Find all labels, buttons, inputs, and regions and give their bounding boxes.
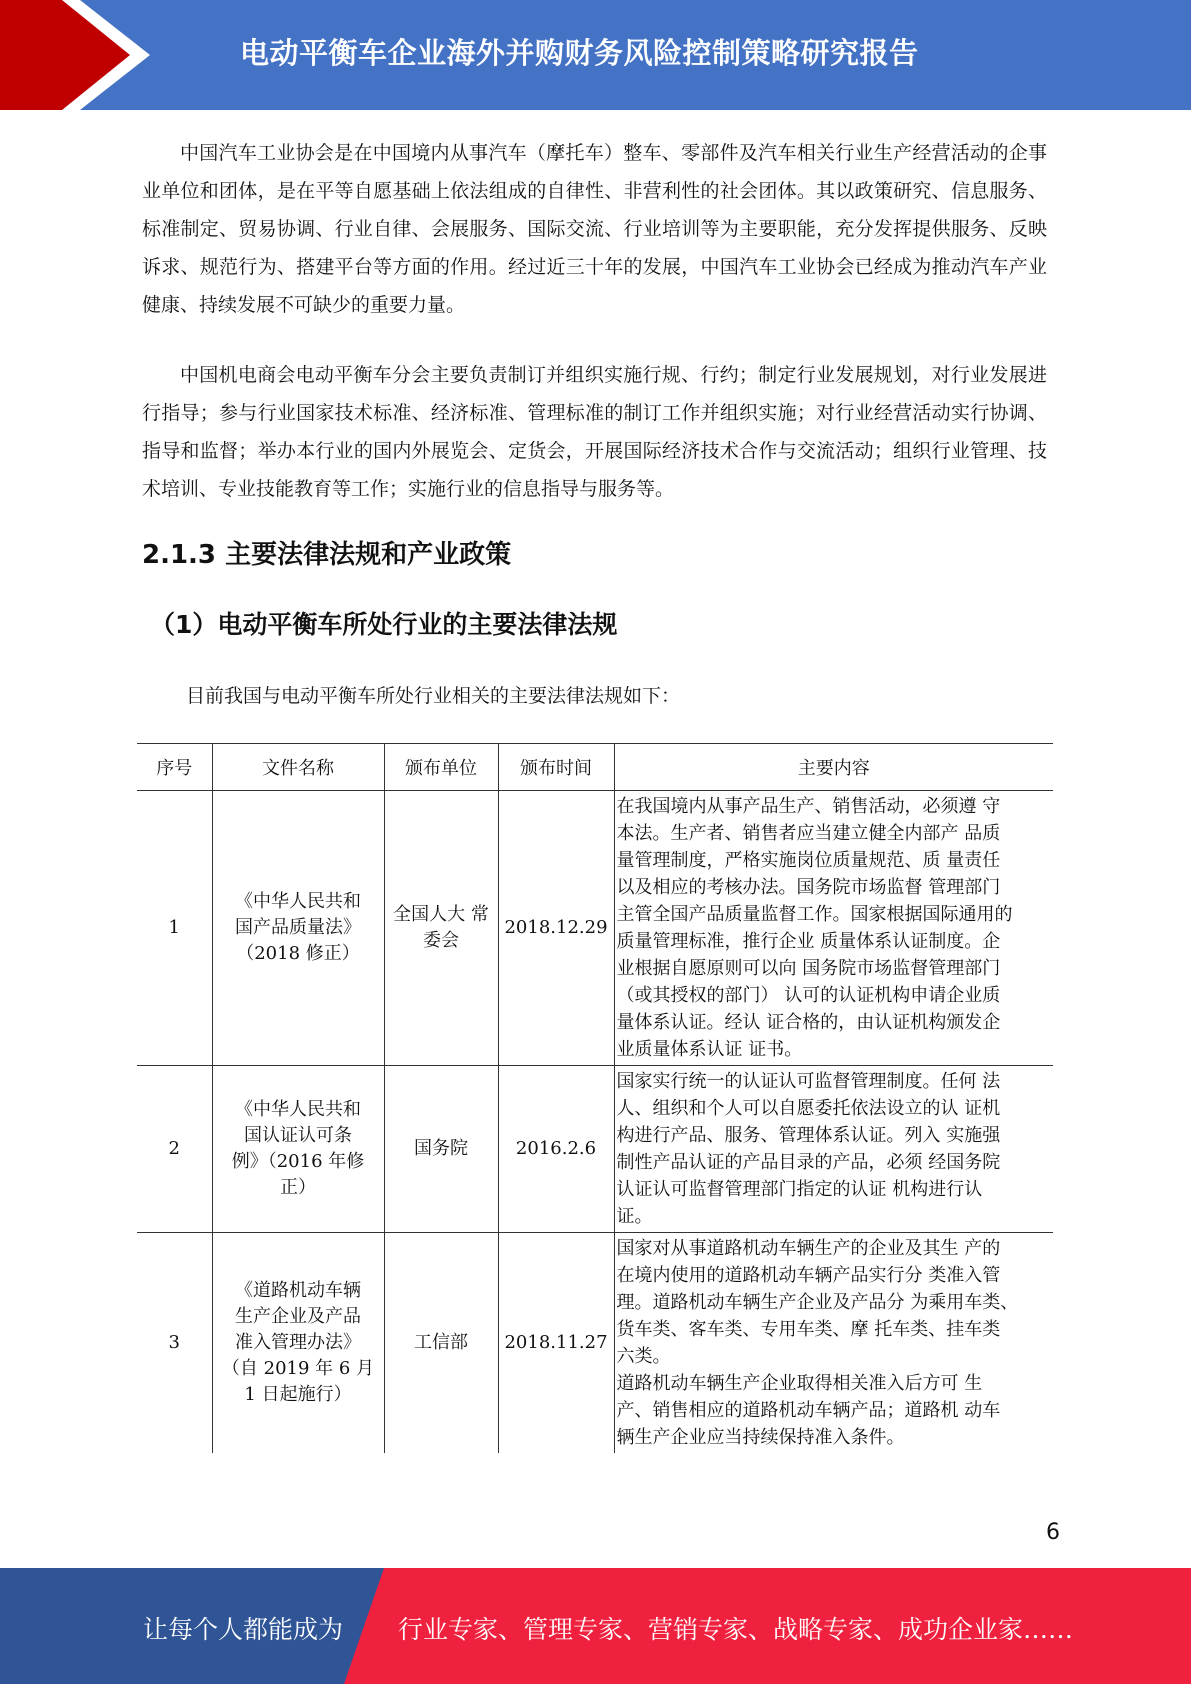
name-line: 1 日起施行） [244,1384,352,1405]
name-line: （2018 修正） [236,943,360,964]
issuer [384,791,498,1066]
content-line: 在我国境内从事产品生产、销售活动，必须遵 守 [616,796,1001,817]
content-line: （或其授权的部门） 认可的认证机构申请企业质 [616,985,1001,1006]
content-line: 本法。生产者、销售者应当建立健全内部产 品质 [616,823,1001,844]
document-name [212,1066,384,1233]
name-line: （自 2019 年 6 月 [221,1358,375,1379]
section-heading: 2.1.3 主要法律法规和产业政策 [142,540,512,570]
document-name [212,791,384,1066]
content-line: 理。道路机动车辆生产企业及产品分 为乘用车类、 [616,1292,1019,1313]
content-line: 量体系认证。经认 证合格的，由认证机构颁发企 [616,1012,1001,1033]
issuer-line: 国务院 [414,1138,468,1159]
page-number: 6 [1046,1520,1060,1545]
table-intro: 目前我国与电动平衡车所处行业相关的主要法律法规如下： [186,685,681,707]
content-line: 量管理制度，严格实施岗位质量规范、质 量责任 [616,850,1001,871]
table-header-row [137,744,1053,791]
content-line: 认证认可监督管理部门指定的认证 机构进行认 [616,1179,983,1200]
table-row [137,791,1053,1066]
header-issuer: 颁布单位 [384,744,498,791]
content-line: 制性产品认证的产品目录的产品，必须 经国务院 [616,1152,1001,1173]
issuer-line: 工信部 [414,1332,468,1353]
content-line: 质量管理标准，推行企业 质量体系认证制度。企 [616,931,1001,952]
content-line: 货车类、客车类、专用车类、摩 托车类、挂车类 [616,1319,1001,1340]
paragraph-caam: 中国汽车工业协会是在中国境内从事汽车（摩托车）整车、零部件及汽车相关行业生产经营活动的企事业单位和团体，是在平等自愿基础上依法组成的自律性、非营利性的社会团体。其以政策研究、信息服务、标准制定、贸易协调、行业自律、会展服务、国际交流、行业培训等为主要职能，充分发挥提供服务、反映诉求、规范行为、搭建平台等方面的作用。经过近三十年的发展，中国汽车工业协会已经成为推动汽车产业健康、持续发展不可缺少的重要力量。 [142,142,1047,316]
name-line: 《道路机动车辆 [235,1280,361,1301]
content-line: 辆生产企业应当持续保持准入条件。 [616,1427,905,1448]
header-name: 文件名称 [212,744,384,791]
content-line: 构进行产品、服务、管理体系认证。列入 实施强 [616,1125,1001,1146]
subsection-heading: （1）电动平衡车所处行业的主要法律法规 [150,610,618,639]
content-line: 道路机动车辆生产企业取得相关准入后方可 生 [616,1373,983,1394]
name-line: 例》（2016 年修 [231,1151,365,1172]
issuer-line: 委会 [423,930,459,951]
content-line: 业根据自愿原则可以向 国务院市场监督管理部门 [616,958,1001,979]
main-content [614,791,1053,1066]
page-header [0,0,1191,110]
footer-slogan-left: 让每个人都能成为 [143,1615,344,1644]
content-line: 以及相应的考核办法。国务院市场监督 管理部门 [616,877,1001,898]
name-line: 生产企业及产品 [235,1306,361,1327]
page-footer [0,1568,1191,1684]
content-line: 国家对从事道路机动车辆生产的企业及其生 产的 [616,1238,1001,1259]
issuer [384,1066,498,1233]
document-title: 电动平衡车企业海外并购财务风险控制策略研究报告 [240,36,919,70]
content-line: 产、销售相应的道路机动车辆产品；道路机 动车 [616,1400,1001,1421]
row-number: 2 [137,1066,212,1233]
content-line: 国家实行统一的认证认可监督管理制度。任何 法 [616,1071,1001,1092]
name-line: 准入管理办法》 [235,1332,361,1353]
table-row [137,1066,1053,1233]
issue-date: 2018.11.27 [498,1233,614,1454]
header-date: 颁布时间 [498,744,614,791]
issuer-line: 全国人大 常 [393,904,489,925]
content-line: 证。 [616,1206,653,1227]
name-line: 国产品质量法》 [235,917,361,938]
header-no: 序号 [137,744,212,791]
main-content [614,1233,1053,1454]
main-content [614,1066,1053,1233]
issue-date: 2016.2.6 [498,1066,614,1233]
row-number: 1 [137,791,212,1066]
content-line: 主管全国产品质量监督工作。国家根据国际通用的 [616,904,1013,925]
issuer [384,1233,498,1454]
header-content: 主要内容 [614,744,1053,791]
name-line: 国认证认可条 [244,1125,352,1146]
name-line: 《中华人民共和 [235,1099,361,1120]
content-line: 业质量体系认证 证书。 [616,1039,803,1060]
table-row [137,1233,1053,1454]
row-number: 3 [137,1233,212,1454]
document-name [212,1233,384,1454]
name-line: 正） [280,1177,316,1198]
footer-slogan-right: 行业专家、管理专家、营销专家、战略专家、成功企业家…… [398,1615,1074,1644]
content-line: 六类。 [616,1346,671,1367]
content-line: 在境内使用的道路机动车辆产品实行分 类准入管 [616,1265,1001,1286]
laws-table [137,743,1053,1453]
paragraph-cccme: 中国机电商会电动平衡车分会主要负责制订并组织实施行规、行约；制定行业发展规划，对行业发展进行指导；参与行业国家技术标准、经济标准、管理标准的制订工作并组织实施；对行业经营活动实行协调、指导和监督；举办本行业的国内外展览会、定货会，开展国际经济技术合作与交流活动；组织行业管理、技术培训、专业技能教育等工作；实施行业的信息指导与服务等。 [142,364,1047,500]
name-line: 《中华人民共和 [235,891,361,912]
content-line: 人、组织和个人可以自愿委托依法设立的认 证机 [616,1098,1001,1119]
issue-date: 2018.12.29 [498,791,614,1066]
